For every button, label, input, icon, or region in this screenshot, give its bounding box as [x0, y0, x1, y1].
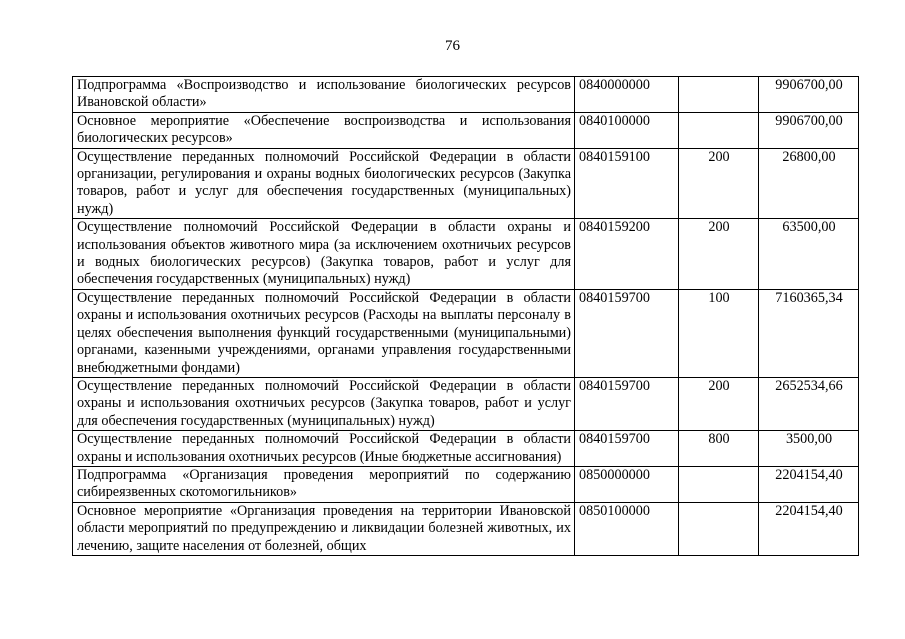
row-code: 0840000000: [575, 77, 679, 113]
row-name: Осуществление переданных полномочий Российской Федерации в области охраны и использования охотничьих ресурсов (Закупка товаров, работ и услуг для обеспечения государственных (муниципальных) нужд): [73, 377, 575, 430]
row-sum: 63500,00: [759, 219, 859, 290]
row-kind: [679, 112, 759, 148]
row-name: Основное мероприятие «Организация проведения на территории Ивановской области мероприятий по предупреждению и ликвидации болезней животных, их лечению, защите населения от болезней, общих: [73, 502, 575, 555]
row-kind: 200: [679, 148, 759, 219]
row-kind: 100: [679, 289, 759, 377]
row-name: Осуществление полномочий Российской Федерации в области охраны и использования объектов животного мира (за исключением охотничьих ресурсов и водных биологических ресурсов) (Закупка товаров, работ и услуг для обеспечения государственных (муниципальных) нужд): [73, 219, 575, 290]
table-row: [73, 219, 859, 290]
table-row: [73, 77, 859, 113]
row-kind: [679, 502, 759, 555]
row-name: Подпрограмма «Воспроизводство и использование биологических ресурсов Ивановской области»: [73, 77, 575, 113]
table-row: [73, 431, 859, 467]
row-kind: 200: [679, 219, 759, 290]
row-name: Осуществление переданных полномочий Российской Федерации в области охраны и использования охотничьих ресурсов (Иные бюджетные ассигнования): [73, 431, 575, 467]
row-sum: 2204154,40: [759, 502, 859, 555]
row-code: 0840159700: [575, 289, 679, 377]
page-number: 76: [445, 38, 460, 54]
row-sum: 7160365,34: [759, 289, 859, 377]
row-code: 0850100000: [575, 502, 679, 555]
budget-table: [72, 76, 859, 556]
row-sum: 9906700,00: [759, 112, 859, 148]
row-code: 0850000000: [575, 466, 679, 502]
row-kind: [679, 77, 759, 113]
row-name: Осуществление переданных полномочий Российской Федерации в области организации, регулирования и охраны водных биологических ресурсов (Закупка товаров, работ и услуг для обеспечения государственных (муниципальных) нужд): [73, 148, 575, 219]
row-code: 0840159200: [575, 219, 679, 290]
row-kind: 200: [679, 377, 759, 430]
row-code: 0840159100: [575, 148, 679, 219]
row-code: 0840159700: [575, 431, 679, 467]
table-row: [73, 112, 859, 148]
row-kind: [679, 466, 759, 502]
table-row: [73, 289, 859, 377]
table-row: [73, 148, 859, 219]
row-code: 0840159700: [575, 377, 679, 430]
table-row: [73, 502, 859, 555]
row-code: 0840100000: [575, 112, 679, 148]
row-name: Осуществление переданных полномочий Российской Федерации в области охраны и использования охотничьих ресурсов (Расходы на выплаты персоналу в целях обеспечения выполнения функций государственными (муниципальными) органами, казенными учреждениями, органами управления государственными внебюджетными фондами): [73, 289, 575, 377]
row-name: Подпрограмма «Организация проведения мероприятий по содержанию сибиреязвенных скотомогильников»: [73, 466, 575, 502]
row-sum: 2652534,66: [759, 377, 859, 430]
row-sum: 2204154,40: [759, 466, 859, 502]
row-sum: 26800,00: [759, 148, 859, 219]
table-row: [73, 377, 859, 430]
row-kind: 800: [679, 431, 759, 467]
row-sum: 3500,00: [759, 431, 859, 467]
row-name: Основное мероприятие «Обеспечение воспроизводства и использования биологических ресурсов»: [73, 112, 575, 148]
table-row: [73, 466, 859, 502]
row-sum: 9906700,00: [759, 77, 859, 113]
